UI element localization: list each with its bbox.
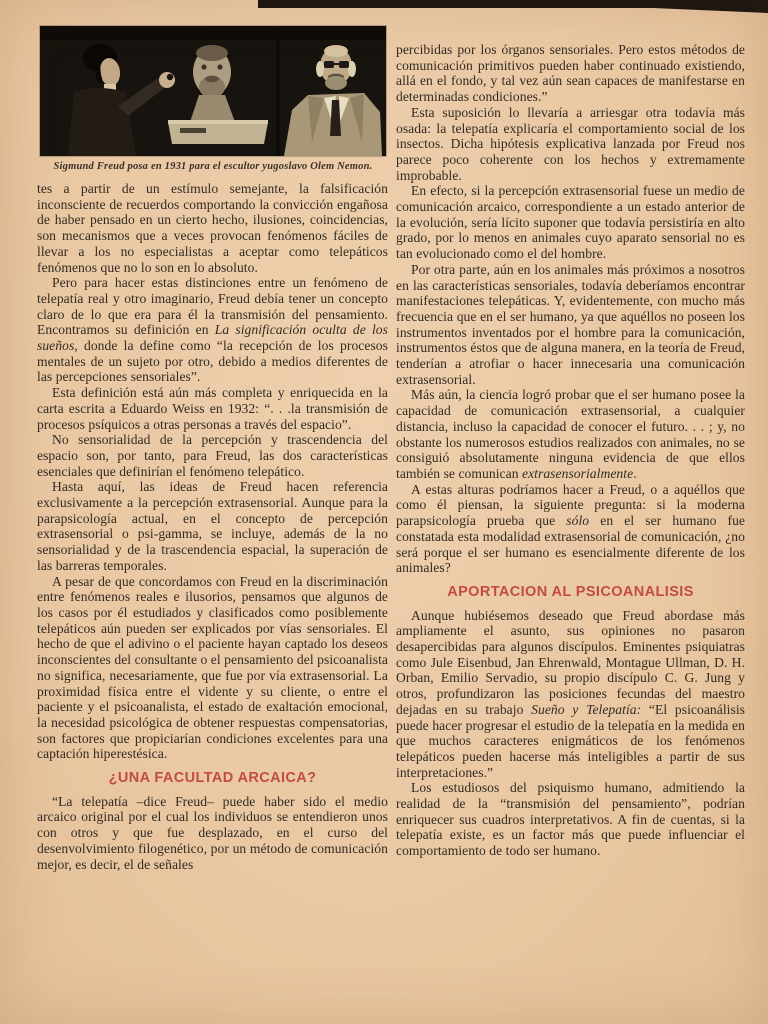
article-paragraph	[396, 183, 745, 262]
text-run: No sensorialidad de la percepción y trascendencia del espacio son, por tanto, para Freud, las dos características esenciales que definirían el fenómeno telepático.	[37, 432, 388, 479]
photo-caption: Sigmund Freud posa en 1931 para el escultor yugoslavo Olem Nemon.	[53, 161, 373, 172]
text-run: percibidas por los órganos sensoriales. Pero estos métodos de comunicación primitivos pueden haber continuado existiendo, allá en el fondo, y tal vez aún sean capaces de manifestarse en determinadas condiciones.”	[396, 42, 745, 105]
photo-block	[40, 26, 386, 173]
text-run: Los estudiosos del psiquismo humano, admitiendo la realidad de la “transmisión del pensamiento”, podrían enriquecer sus cuadros interpretativos. A fin de cuentas, si la telepatía existe, es un factor más que puede influenciar el comportamiento de todo ser humano.	[396, 780, 745, 859]
article-paragraph	[37, 432, 388, 479]
article-paragraph	[396, 105, 745, 184]
article-paragraph	[396, 482, 745, 576]
article-paragraph	[396, 780, 745, 859]
article-paragraph	[37, 574, 388, 762]
text-run: Esta definición está aún más completa y enriquecida en la carta escrita a Eduardo Weiss en 1932: “. . .la transmisión de procesos psíquicos a otras personas a través del espacio”.	[37, 385, 388, 432]
article-paragraph	[396, 262, 745, 388]
text-run: Pero para hacer estas distinciones entre un fenómeno de telepatía real y otro imaginario, Freud debía tener un concepto claro de lo que era para él la transmisión del pensamiento. Encontramos su definición en	[37, 275, 388, 338]
right-column	[396, 42, 745, 859]
text-run: , donde la define como “la recepción de los procesos mentales de un sujeto por otro, debido a medios diferentes de las percepciones sensoriales”.	[37, 338, 388, 385]
section-heading-una-facultad-arcaica: ¿UNA FACULTAD ARCAICA?	[108, 770, 317, 787]
article-paragraph	[396, 387, 745, 481]
text-run: en el ser humano fue constatada esta modalidad extrasensorial de comunicación, ¿no será porque el ser humano es esencialmente diferente de los animales?	[396, 513, 746, 576]
text-run: .	[633, 465, 637, 481]
italic-text-run: Sueño y Telepatía:	[531, 701, 642, 717]
text-run: Hasta aquí, las ideas de Freud hacen referencia exclusivamente a la percepción extrasensorial. Aunque para la parapsicología actual, en el concepto de percepción extrasensorial o psi-gamma, se incluye, además de la no sensorialidad y de la trascendencia espacial, la superación de las barreras temporales.	[37, 479, 388, 573]
article-paragraph	[396, 42, 745, 105]
text-run: Por otra parte, aún en los animales más próximos a nosotros en las características sensoriales, todavía deberíamos encontrar manifestaciones telepáticas. Y, evidentemente, con mucho más frecuencia que en el ser humano, ya que aquéllos no poseen los instrumentos inventados por el hombre para la comunicación, instrumentos éstos que de alguna manera, en la teoría de Freud, tenderían a atrofiar o hacer innecesaria una comunicación extrasensorial.	[396, 261, 745, 387]
article-paragraph	[37, 181, 388, 275]
text-run: Esta suposición lo llevaría a arriesgar otra todavía más osada: la telepatía explicaría el comportamiento social de los insectos. Dicha hipótesis explicativa lanzada por Freud nos parece poco coherente con los hechos y extremamente improbable.	[396, 104, 745, 183]
text-run: tes a partir de un estímulo semejante, la falsificación inconsciente de recuerdos comportando la convicción engañosa de haber pensado en un cierto hecho, ilusiones, coincidencias, son mecanismos que a veces provocan fenómenos fáciles de llevar a los no especialistas a aceptar como telepáticos fenómenos que no lo son en lo absoluto.	[37, 181, 388, 275]
scan-edge-corner	[628, 0, 768, 13]
text-run: Más aún, la ciencia logró probar que el ser humano posee la capacidad de comunicación extrasensorial, a cualquier distancia, incluso la capacidad de conocer el futuro. . . ; y, no obstante los numerosos estudios realizados con animales, no se consiguió absolutamente ninguna evidencia de que ellos también se comunican	[396, 387, 745, 481]
text-run: A pesar de que concordamos con Freud en la discriminación entre fenómenos reales e ilusorios, pensamos que algunos de los casos por él estudiados y clasificados como posiblemente telepáticos aún pueden ser explicados por vías sensoriales. El hecho de que el adivino o el paciente hayan captado los deseos inconscientes del consultante o el pensamiento del psicoanalista no significa, necesariamente, que fue por vía extrasensorial. La proximidad física entre el vidente y su cliente, o entre el paciente y el psicoanalista, el estado de exaltación emocional, la necesidad psicológica de obtener respuestas compensatorias, son factores que propiciarían condiciones excelentes para una captación hiperestésica.	[37, 573, 388, 762]
italic-text-run: extrasensorialmente	[522, 465, 634, 481]
text-run: A estas alturas podríamos hacer a Freud, o a aquéllos que como él piensan, la siguiente pregunta: si la moderna parapsicología prueba que	[396, 481, 745, 529]
text-run: “El psicoanálisis puede hacer progresar el estudio de la telepatía en la medida en que muchos caracteres enigmáticos de los fenómenos telepáticos pueden hacerse más inteligibles a partir de sus interpretaciones.”	[396, 701, 746, 780]
text-run: Aunque hubiésemos deseado que Freud abordase más ampliamente el asunto, sus opiniones no pasaron desapercibidas para algunos discípulos. Eminentes psiquiatras como Jule Eisenbud, Jan Ehrenwald, Montague Ullman, D. H. Orban, Emilio Servadio, su propio discípulo C. G. Jung y otros, profundizaron las posiciones fecundas del maestro dejadas en su trabajo	[396, 607, 745, 717]
italic-text-run: sólo	[566, 513, 590, 529]
text-run: En efecto, si la percepción extrasensorial fuese un medio de comunicación arcaico, correspondiente a un estado anterior de la evolución, sería lícito suponer que todavía persistiría en alto grado, por lo menos en animales cuyo aparato sensorial no es tan evolucionado como el del hombre.	[396, 183, 745, 262]
article-paragraph	[37, 479, 388, 573]
freud-photo	[40, 26, 386, 156]
article-paragraph	[396, 608, 745, 781]
text-run: “La telepatía –dice Freud– puede haber sido el medio arcaico original por el cual los individuos se entendieron unos con otros y que fue desplazado, en el curso del desenvolvimiento filogenético, por un método de comunicación mejor, es decir, el de señales	[37, 793, 388, 872]
italic-text-run: La significación oculta de los sueños	[37, 322, 388, 354]
article-paragraph	[37, 275, 388, 385]
article-paragraph	[37, 794, 388, 873]
article-paragraph	[37, 385, 388, 432]
left-column	[37, 181, 388, 872]
section-heading-aportacion-al-psicoanalisis: APORTACION AL PSICOANALISIS	[447, 583, 694, 600]
